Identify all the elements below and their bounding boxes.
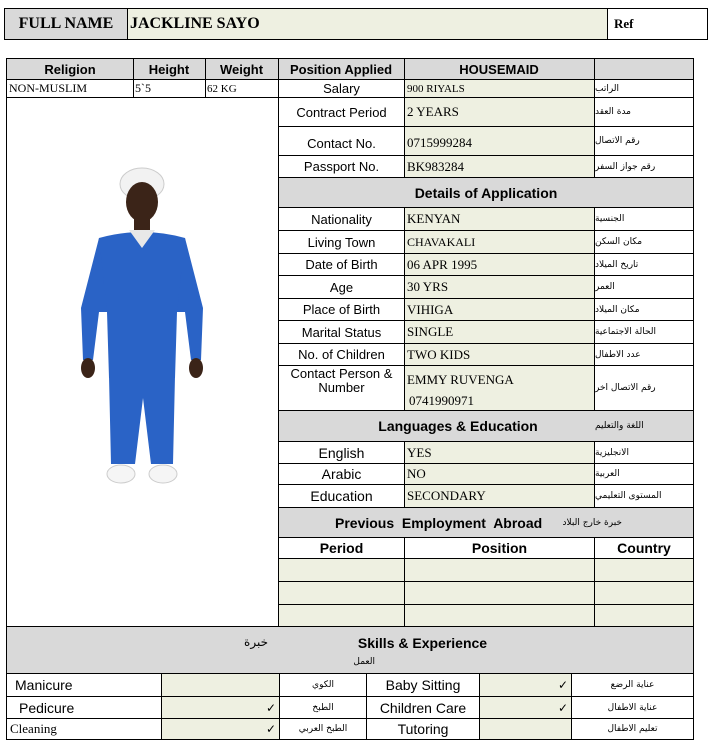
passport-no-value: BK983284: [407, 158, 465, 174]
full-name-value: JACKLINE SAYO: [130, 15, 260, 32]
skill-cleaning-ar: الطبخ العربي: [298, 724, 348, 734]
skills-section-ar-below: العمل: [353, 657, 375, 667]
skill-tutoring-label: Tutoring: [397, 721, 449, 737]
skill-baby-sitting-ar: عناية الرضع: [610, 680, 655, 690]
languages-section-title: Languages & Education: [378, 418, 538, 434]
arabic-label: Arabic: [321, 466, 362, 482]
skill-children-care-check: ✓: [557, 700, 568, 715]
employment-section-title: Previous Employment Abroad: [335, 514, 543, 531]
contact-person-number: 0741990971: [409, 393, 474, 408]
contact-no-ar: رقم الاتصال: [595, 136, 640, 146]
employment-section-ar: خبرة خارج البلاد: [562, 517, 622, 528]
contact-person-label: Contact Person & Number: [290, 366, 393, 395]
applicant-photo: [7, 98, 277, 626]
salary-ar: الراتب: [595, 83, 620, 94]
contact-person-name: EMMY RUVENGA: [407, 372, 514, 387]
contract-period-ar: مدة العقد: [595, 107, 631, 117]
nationality-value: KENYAN: [407, 211, 461, 226]
passport-no-label: Passport No.: [303, 159, 380, 174]
contact-no-value: 0715999284: [407, 135, 472, 150]
children-label: No. of Children: [298, 347, 385, 362]
place-of-birth-value: VIHIGA: [407, 301, 454, 317]
english-ar: الانجليزية: [595, 447, 629, 458]
english-label: English: [318, 444, 365, 461]
skills-section-ar-left: خبرة: [244, 635, 268, 649]
employment-row: [279, 582, 404, 604]
employment-period-header: Period: [319, 540, 364, 556]
contract-period-value: 2 YEARS: [407, 104, 459, 119]
skill-tutoring-check: [480, 719, 571, 739]
employment-row: [279, 605, 404, 626]
skill-manicure-label: Manicure: [15, 677, 73, 693]
salary-value: 900 RIYALS: [407, 82, 465, 95]
skill-pedicure-label: Pedicure: [19, 699, 75, 716]
employment-position-header: Position: [471, 540, 528, 556]
education-label: Education: [310, 488, 373, 504]
languages-section-ar: اللغة والتعليم: [595, 421, 644, 431]
skill-manicure-check: [162, 674, 279, 696]
place-of-birth-ar: مكان الميلاد: [595, 304, 640, 315]
full-name-label: FULL NAME: [18, 15, 114, 32]
children-ar: عدد الاطفال: [595, 349, 641, 360]
arabic-value: NO: [407, 466, 426, 481]
marital-status-label: Marital Status: [301, 324, 382, 340]
employment-row: [279, 559, 404, 581]
living-town-value: CHAVAKALI: [407, 234, 476, 249]
skills-section-title: Skills & Experience: [357, 635, 488, 651]
skill-tutoring-ar: تعليم الاطفال: [607, 724, 658, 734]
weight-value: 62 KG: [207, 82, 237, 95]
education-ar: المستوى التعليمي: [595, 491, 662, 501]
living-town-ar: مكان السكن: [595, 237, 643, 247]
employment-country-header: Country: [617, 540, 671, 556]
position-applied-value: HOUSEMAID: [459, 61, 539, 77]
education-value: SECONDARY: [407, 488, 486, 503]
passport-no-ar: رقم جواز السفر: [595, 161, 656, 172]
arabic-ar: العربية: [595, 469, 620, 479]
skill-cleaning-label: Cleaning: [10, 721, 57, 736]
height-value: 5`5: [135, 81, 151, 95]
skill-manicure-ar: الكوي: [312, 680, 334, 690]
english-value: YES: [407, 444, 432, 460]
nationality-label: Nationality: [311, 211, 372, 227]
details-section-title: Details of Application: [279, 178, 693, 207]
skill-children-care-label: Children Care: [379, 699, 467, 716]
skill-baby-sitting-label: Baby Sitting: [385, 677, 461, 693]
weight-header: Weight: [219, 61, 264, 77]
religion-header: Religion: [44, 61, 96, 77]
skill-pedicure-check: ✓: [265, 700, 276, 715]
skill-cleaning-check: ✓: [265, 722, 276, 736]
religion-value: NON-MUSLIM: [9, 81, 87, 95]
age-label: Age: [329, 279, 354, 295]
age-value: 30 YRS: [407, 279, 449, 294]
marital-status-ar: الحالة الاجتماعية: [595, 327, 656, 337]
date-of-birth-ar: تاريخ الميلاد: [595, 259, 639, 270]
height-header: Height: [148, 61, 190, 77]
contact-no-label: Contact No.: [307, 135, 376, 151]
skill-pedicure-ar: الطبخ: [312, 702, 334, 713]
contact-person-ar: رقم الاتصال اخر: [595, 383, 656, 393]
salary-label: Salary: [323, 81, 360, 96]
place-of-birth-label: Place of Birth: [302, 302, 381, 317]
living-town-label: Living Town: [307, 234, 376, 250]
contract-period-label: Contract Period: [296, 104, 387, 120]
children-value: TWO KIDS: [407, 346, 471, 362]
skill-baby-sitting-check: ✓: [557, 678, 568, 692]
date-of-birth-value: 06 APR 1995: [407, 256, 478, 272]
position-applied-header: Position Applied: [289, 61, 393, 77]
nationality-ar: الجنسية: [595, 214, 625, 224]
marital-status-value: SINGLE: [407, 324, 454, 339]
ref-label: Ref: [614, 16, 634, 31]
date-of-birth-label: Date of Birth: [305, 257, 378, 272]
age-ar: العمر: [595, 282, 615, 292]
skill-children-care-ar: عناية الاطفال: [607, 702, 658, 713]
